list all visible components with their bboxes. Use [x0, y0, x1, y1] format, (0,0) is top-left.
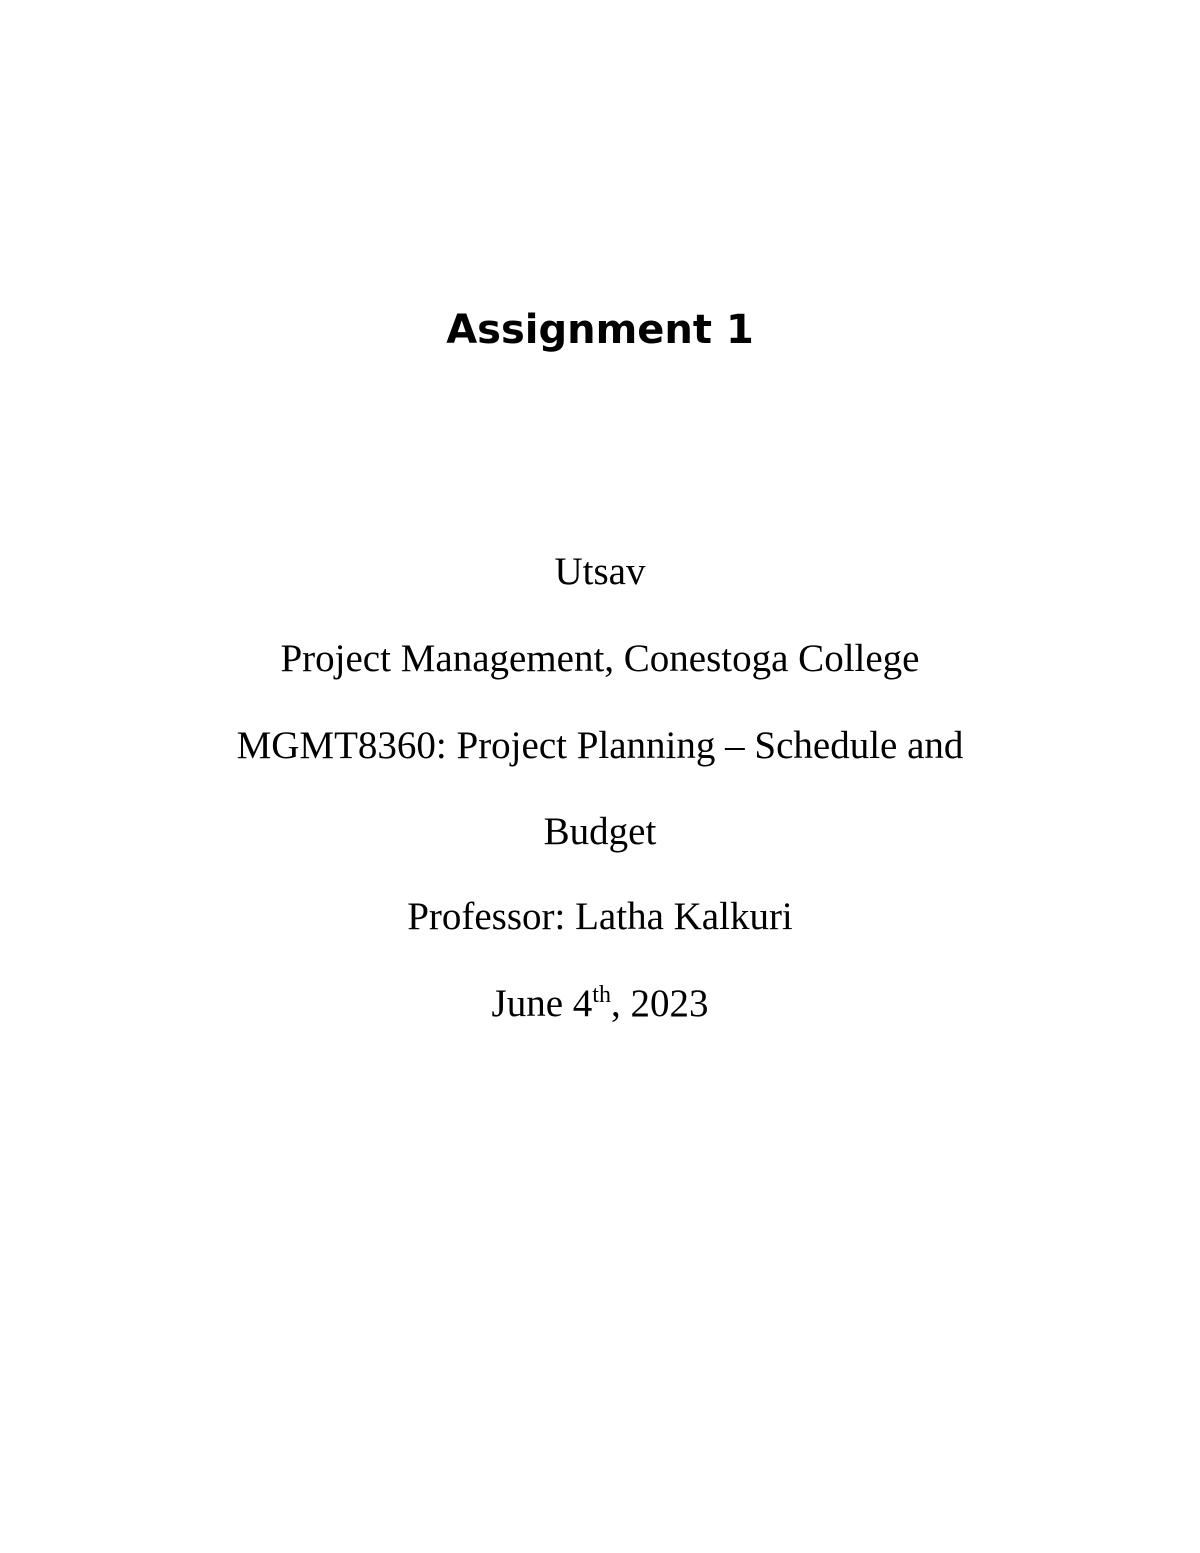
- title-page-info: [190, 545, 1010, 1064]
- submission-date: [190, 977, 1010, 1031]
- date-ordinal-suffix: th: [592, 982, 611, 1008]
- professor-name: Professor: Latha Kalkuri: [407, 895, 793, 938]
- document-title: Assignment 1: [446, 307, 754, 353]
- author-name: Utsav: [554, 550, 646, 593]
- date-year: , 2023: [610, 982, 709, 1025]
- program-name: Project Management, Conestoga College: [280, 637, 920, 680]
- date-month-day: June 4: [491, 982, 593, 1025]
- course-name: MGMT8360: Project Planning – Schedule and Budget: [236, 724, 964, 853]
